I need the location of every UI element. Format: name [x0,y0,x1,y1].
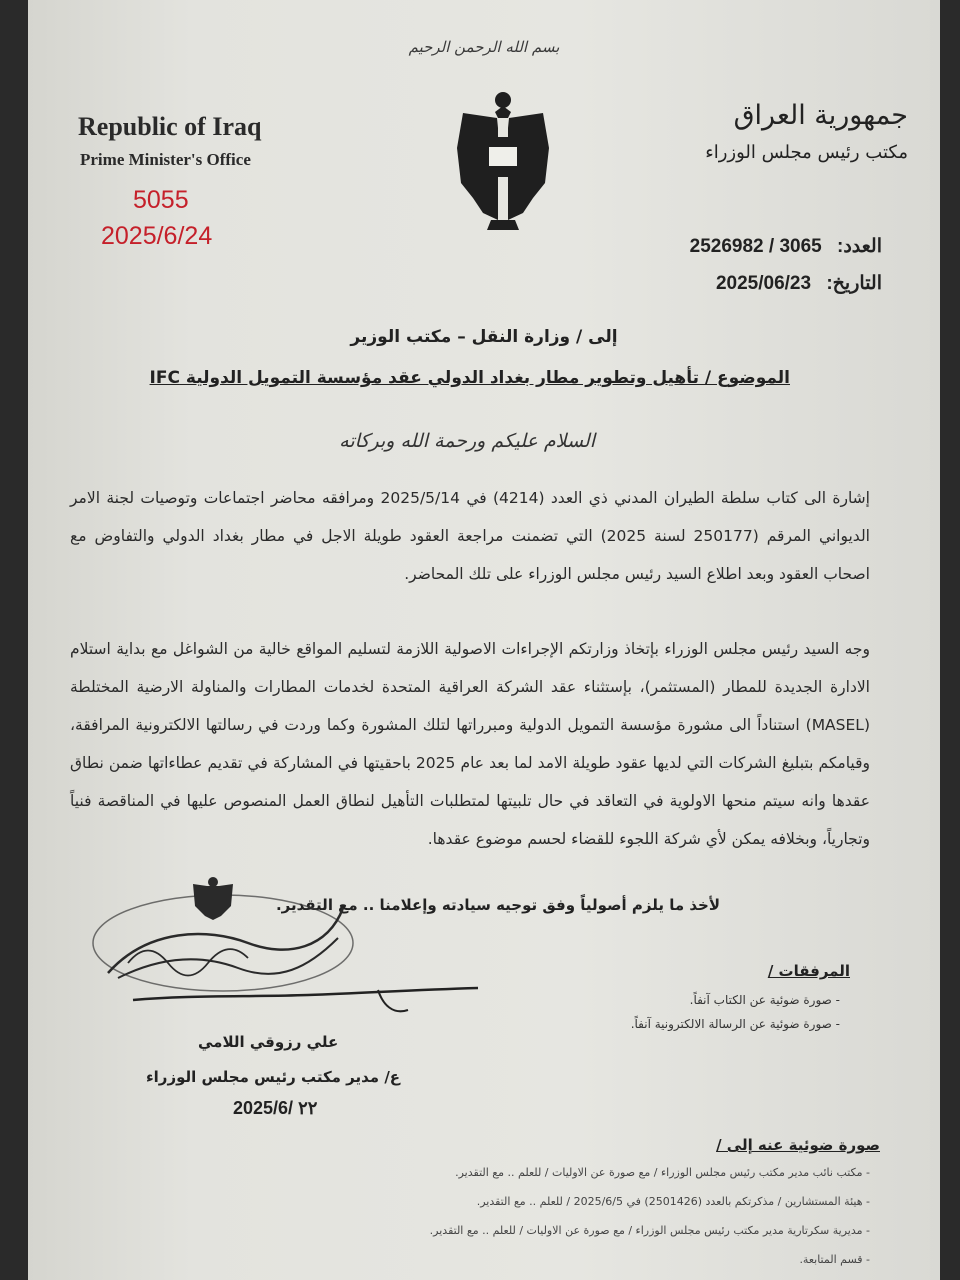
reference-value: 2526982 / 3065 [689,236,822,257]
copies-title: صورة ضوئية عنه إلى / [716,1136,880,1154]
closing-line: لأخذ ما يلزم أصولياً وفق توجيه سيادته وإعلامنا .. مع التقدير. [275,896,720,914]
incoming-stamp-date: 2025/6/24 [101,222,213,250]
letter-page [28,0,940,1280]
arabic-country-title: جمهورية العراق [733,100,908,131]
signatory-name: علي رزوقي اللامي [198,1033,339,1051]
arabic-office-title: مكتب رئيس مجلس الوزراء [705,142,908,163]
attachments-title: المرفقات / [767,962,850,980]
subject-line: الموضوع / تأهيل وتطوير مطار بغداد الدولي عقد مؤسسة التمويل الدولية IFC [149,368,790,388]
copies-list [430,1158,870,1274]
list-item: - مكتب نائب مدير مكتب رئيس مجلس الوزراء / مع صورة عن الاوليات / للعلم .. مع التقدير. [455,1166,870,1179]
english-office-title: Prime Minister's Office [80,150,251,169]
list-item: - صورة ضوئية عن الكتاب آنفاً. [689,993,840,1007]
date-label: التاريخ: [826,273,882,294]
handwritten-signature [128,985,488,1025]
basmala: بسم الله الرحمن الرحيم [408,38,560,56]
reference-label: العدد: [837,236,882,257]
date-value: 2025/06/23 [715,273,812,294]
incoming-stamp-number: 5055 [133,186,189,214]
english-country-title: Republic of Iraq [78,112,262,141]
iraq-eagle-emblem [453,88,553,233]
signatory-title: ع/ مدير مكتب رئيس مجلس الوزراء [146,1068,401,1086]
office-seal-stamp [88,868,358,998]
list-item: - صورة ضوئية عن الرسالة الالكترونية آنفاً. [630,1017,840,1031]
reference-number-line [690,235,882,258]
attachments-list [631,988,840,1036]
list-item: - قسم المتابعة. [799,1253,870,1266]
greeting: السلام عليكم ورحمة الله وبركاته [339,430,595,452]
recipient-line: إلى / وزارة النقل – مكتب الوزير [350,327,618,347]
letter-date-line [716,272,882,295]
list-item: - مديرية سكرتارية مدير مكتب رئيس مجلس الوزراء / مع صورة عن الاوليات / للعلم .. مع التقدير. [429,1224,870,1237]
signature-date: 2025/6/ ٢٢ [233,1098,318,1118]
list-item: - هيئة المستشارين / مذكرتكم بالعدد (2501426) في 2025/6/5 / للعلم .. مع التقدير. [476,1195,870,1208]
body-paragraph-2: وجه السيد رئيس مجلس الوزراء بإتخاذ وزارتكم الإجراءات الاصولية اللازمة لتسليم المواقع خالية من الشواغل مع بداية استلام الادارة الجديدة للمطار (المستثمر)، بإستثناء عقد الشركة العراقية المتحدة لخدمات المطارات والمناولة الارضية المختلطة (MASEL) استناداً الى مشورة مؤسسة التمويل الدولية ومبرراتها لتلك المشورة وكما وردت في رسالتها الالكترونية المرافقة، وقيامكم بتبليغ الشركات التي لديها عقود طويلة الامد لما بعد عام 2025 باحقيتها في المشاركة في تقديم عطاءاتها ضمن نطاق عقدها وانه سيتم منحها الاولوية في التعاقد في حال تلبيتها لمتطلبات التأهيل لنطاق العمل المنصوص عليها في المناقصة فنياً وتجارياً، وبخلافه يمكن لأي شركة اللجوء للقضاء لحسم موضوع عقدها. [70,640,870,848]
body-paragraph-1: إشارة الى كتاب سلطة الطيران المدني ذي العدد (4214) في 2025/5/14 ومرافقه محاضر اجتماعات وتوصيات لجنة الامر الديواني المرقم (250177 لسنة 2025) التي تضمنت مراجعة العقود طويلة الاجل في مطار بغداد الدولي والتفاوض مع اصحاب العقود وبعد اطلاع السيد رئيس مجلس الوزراء على تلك المحاضر. [70,489,870,583]
